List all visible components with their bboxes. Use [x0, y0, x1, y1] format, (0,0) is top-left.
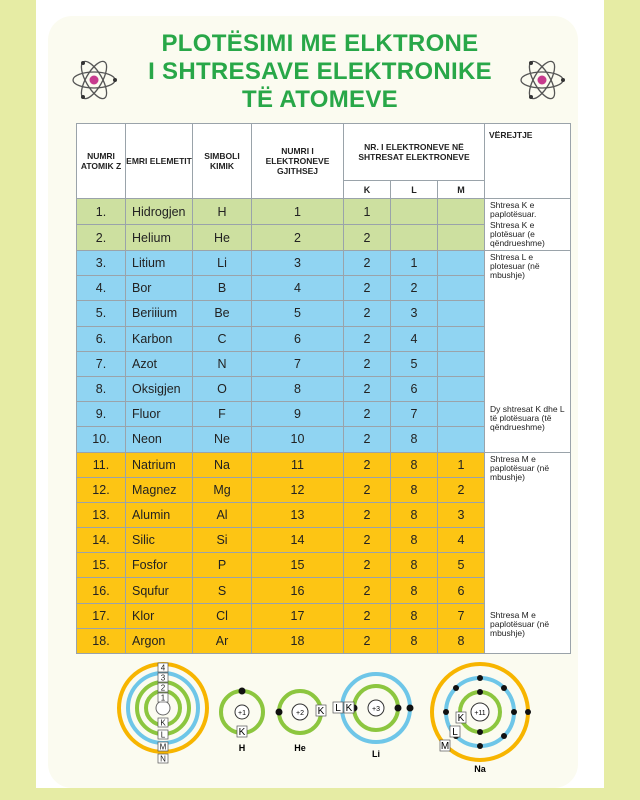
k-shell-cell: 2	[344, 376, 391, 401]
shell-model-diagram	[119, 663, 207, 764]
k-shell-cell: 2	[344, 427, 391, 452]
m-shell-cell	[438, 251, 485, 276]
lithium-label: Li	[372, 749, 380, 759]
element-name-cell: Beriiium	[126, 301, 193, 326]
l-shell-cell: 8	[391, 578, 438, 603]
symbol-cell: He	[193, 225, 252, 251]
electron-dot	[477, 675, 483, 681]
helium-diagram	[276, 691, 327, 753]
header-shell-k: K	[344, 181, 391, 199]
k-shell-cell: 2	[344, 628, 391, 653]
element-name-cell: Neon	[126, 427, 193, 452]
k-shell-cell: 2	[344, 225, 391, 251]
table-row	[77, 452, 571, 477]
k-shell-cell: 2	[344, 251, 391, 276]
element-name-cell: Bor	[126, 276, 193, 301]
l-shell-cell: 8	[391, 553, 438, 578]
element-name-cell: Azot	[126, 351, 193, 376]
helium-label: He	[294, 743, 306, 753]
atomic-number-cell: 6.	[77, 326, 126, 351]
element-name-cell: Alumin	[126, 502, 193, 527]
total-electrons-cell: 10	[252, 427, 344, 452]
symbol-cell: Li	[193, 251, 252, 276]
m-shell-cell: 2	[438, 477, 485, 502]
m-shell-cell: 1	[438, 452, 485, 477]
sodium-charge: +11	[474, 710, 486, 717]
m-shell-cell: 8	[438, 628, 485, 653]
header-remarks: VËREJTJE	[485, 124, 571, 199]
header-atomic-number: NUMRI ATOMIK Z	[77, 124, 126, 199]
shell-name-label: K	[160, 718, 166, 728]
m-shell-cell	[438, 351, 485, 376]
header-shell-m: M	[438, 181, 485, 199]
total-electrons-cell: 15	[252, 553, 344, 578]
remark-text: Dy shtresat K dhe L të plotësuara (të qëndrueshme)	[490, 404, 565, 432]
sodium-shell-label: L	[452, 727, 458, 738]
element-name-cell: Oksigjen	[126, 376, 193, 401]
total-electrons-cell: 17	[252, 603, 344, 628]
m-shell-cell: 4	[438, 528, 485, 553]
atomic-number-cell: 5.	[77, 301, 126, 326]
total-electrons-cell: 9	[252, 402, 344, 427]
header-shell-electrons: NR. I ELEKTRONEVE NË SHTRESAT ELEKTRONEVE	[344, 124, 485, 181]
element-name-cell: Natrium	[126, 452, 193, 477]
symbol-cell: Si	[193, 528, 252, 553]
electron-dot	[525, 709, 531, 715]
m-shell-cell	[438, 301, 485, 326]
header-shell-l: L	[391, 181, 438, 199]
element-name-cell: Klor	[126, 603, 193, 628]
symbol-cell: O	[193, 376, 252, 401]
l-shell-cell	[391, 199, 438, 225]
total-electrons-cell: 13	[252, 502, 344, 527]
k-shell-cell: 2	[344, 603, 391, 628]
atom-icon	[70, 56, 118, 104]
element-name-cell: Silic	[126, 528, 193, 553]
k-shell-cell: 1	[344, 199, 391, 225]
l-shell-cell: 8	[391, 452, 438, 477]
l-shell-cell	[391, 225, 438, 251]
atomic-number-cell: 1.	[77, 199, 126, 225]
header-symbol: SIMBOLI KIMIK	[193, 124, 252, 199]
remark-spacer	[490, 282, 568, 403]
atomic-number-cell: 16.	[77, 578, 126, 603]
helium-shell-label: K	[317, 706, 325, 717]
shell-name-label: M	[159, 742, 167, 752]
atomic-number-cell: 8.	[77, 376, 126, 401]
l-shell-cell: 4	[391, 326, 438, 351]
atomic-number-cell: 14.	[77, 528, 126, 553]
m-shell-cell	[438, 326, 485, 351]
helium-charge: +2	[296, 710, 304, 717]
l-shell-cell: 8	[391, 477, 438, 502]
atomic-number-cell: 17.	[77, 603, 126, 628]
total-electrons-cell: 1	[252, 199, 344, 225]
total-electrons-cell: 5	[252, 301, 344, 326]
title-line-3: TË ATOMEVE	[242, 86, 398, 113]
remark-text: Shtresa M e paplotësuar (në mbushje)	[490, 453, 550, 482]
atomic-number-cell: 4.	[77, 276, 126, 301]
element-name-cell: Hidrogjen	[126, 199, 193, 225]
total-electrons-cell: 14	[252, 528, 344, 553]
m-shell-cell: 6	[438, 578, 485, 603]
atomic-number-cell: 11.	[77, 452, 126, 477]
hydrogen-charge: +1	[238, 710, 246, 717]
element-name-cell: Magnez	[126, 477, 193, 502]
shell-level-label: 3	[160, 673, 166, 683]
k-shell-cell: 2	[344, 477, 391, 502]
l-shell-cell: 5	[391, 351, 438, 376]
remark-cell	[485, 452, 571, 654]
table-row	[77, 251, 571, 276]
symbol-cell: S	[193, 578, 252, 603]
header-total-electrons: NUMRI I ELEKTRONEVE GJITHSEJ	[252, 124, 344, 199]
total-electrons-cell: 18	[252, 628, 344, 653]
remark-cell	[485, 251, 571, 453]
table-row	[77, 199, 571, 225]
l-shell-cell: 8	[391, 528, 438, 553]
m-shell-cell: 7	[438, 603, 485, 628]
element-name-cell: Litium	[126, 251, 193, 276]
total-electrons-cell: 16	[252, 578, 344, 603]
k-shell-cell: 2	[344, 528, 391, 553]
remark-text: Shtresa L e plotesuar (në mbushje)	[490, 252, 540, 280]
shell-level-label: 4	[160, 663, 166, 673]
title-line-1: PLOTËSIMI ME ELKTRONE	[161, 30, 479, 57]
m-shell-cell	[438, 276, 485, 301]
remark-text: Shtresa M e paplotësuar (në mbushje)	[490, 609, 550, 638]
symbol-cell: C	[193, 326, 252, 351]
total-electrons-cell: 2	[252, 225, 344, 251]
electron-dot	[395, 705, 402, 712]
total-electrons-cell: 12	[252, 477, 344, 502]
atomic-number-cell: 2.	[77, 225, 126, 251]
electron-dot	[407, 705, 414, 712]
element-name-cell: Karbon	[126, 326, 193, 351]
atomic-number-cell: 9.	[77, 402, 126, 427]
l-shell-cell: 8	[391, 502, 438, 527]
symbol-cell: Ne	[193, 427, 252, 452]
sodium-diagram	[432, 664, 531, 774]
total-electrons-cell: 4	[252, 276, 344, 301]
k-shell-cell: 2	[344, 578, 391, 603]
symbol-cell: Be	[193, 301, 252, 326]
symbol-cell: P	[193, 553, 252, 578]
m-shell-cell	[438, 402, 485, 427]
l-shell-cell: 8	[391, 628, 438, 653]
symbol-cell: H	[193, 199, 252, 225]
electron-dot	[443, 709, 449, 715]
electron-dot	[501, 685, 507, 691]
title-line-2: I SHTRESAVE ELEKTRONIKE	[148, 58, 492, 85]
m-shell-cell: 5	[438, 553, 485, 578]
l-shell-cell: 1	[391, 251, 438, 276]
m-shell-cell	[438, 427, 485, 452]
atomic-number-cell: 10.	[77, 427, 126, 452]
electron-dot	[511, 709, 517, 715]
k-shell-cell: 2	[344, 402, 391, 427]
total-electrons-cell: 11	[252, 452, 344, 477]
atom-icon	[518, 56, 566, 104]
electron-dot	[477, 729, 483, 735]
remark-text: Shtresa K e paplotësuar.	[490, 200, 537, 219]
atomic-number-cell: 7.	[77, 351, 126, 376]
shell-diagrams	[100, 650, 540, 780]
remark-text: Shtresa K e plotësuar (e qëndrueshme)	[490, 220, 545, 248]
electron-dot	[501, 733, 507, 739]
element-name-cell: Fosfor	[126, 553, 193, 578]
hydrogen-label: H	[238, 743, 246, 753]
l-shell-cell: 8	[391, 603, 438, 628]
element-name-cell: Fluor	[126, 402, 193, 427]
sodium-shell-label: K	[457, 713, 465, 724]
m-shell-cell	[438, 199, 485, 225]
symbol-cell: Al	[193, 502, 252, 527]
k-shell-cell: 2	[344, 351, 391, 376]
shell-name-label: N	[160, 754, 166, 764]
l-shell-cell: 8	[391, 427, 438, 452]
hydrogen-diagram	[221, 688, 263, 754]
atomic-number-cell: 13.	[77, 502, 126, 527]
element-name-cell: Helium	[126, 225, 193, 251]
remark-cell	[485, 199, 571, 251]
atomic-number-cell: 12.	[77, 477, 126, 502]
electron-table	[76, 123, 571, 654]
l-shell-cell: 3	[391, 301, 438, 326]
sodium-label: Na	[474, 764, 486, 774]
l-shell-cell: 2	[391, 276, 438, 301]
m-shell-cell	[438, 376, 485, 401]
atomic-number-cell: 18.	[77, 628, 126, 653]
k-shell-cell: 2	[344, 276, 391, 301]
background-band-right	[604, 0, 640, 800]
l-shell-cell: 7	[391, 402, 438, 427]
symbol-cell: Mg	[193, 477, 252, 502]
element-name-cell: Squfur	[126, 578, 193, 603]
background-band-left	[0, 0, 36, 800]
lithium-shell-label: K	[345, 703, 353, 714]
total-electrons-cell: 8	[252, 376, 344, 401]
m-shell-cell: 3	[438, 502, 485, 527]
element-name-cell: Argon	[126, 628, 193, 653]
sodium-shell-label: M	[440, 741, 450, 752]
total-electrons-cell: 6	[252, 326, 344, 351]
electron-dot	[477, 689, 483, 695]
lithium-diagram	[333, 674, 414, 759]
k-shell-cell: 2	[344, 452, 391, 477]
total-electrons-cell: 3	[252, 251, 344, 276]
atomic-number-cell: 3.	[77, 251, 126, 276]
symbol-cell: Na	[193, 452, 252, 477]
total-electrons-cell: 7	[252, 351, 344, 376]
symbol-cell: Cl	[193, 603, 252, 628]
k-shell-cell: 2	[344, 301, 391, 326]
electron-dot	[477, 743, 483, 749]
hydrogen-shell-label: K	[238, 727, 246, 738]
electron-dot	[276, 709, 283, 716]
lithium-shell-label: L	[335, 703, 341, 714]
l-shell-cell: 6	[391, 376, 438, 401]
k-shell-cell: 2	[344, 326, 391, 351]
m-shell-cell	[438, 225, 485, 251]
symbol-cell: N	[193, 351, 252, 376]
header-element-name: EMRI ELEMETIT	[126, 124, 193, 199]
lithium-charge: +3	[372, 706, 380, 713]
page-title	[120, 30, 520, 114]
shell-level-label: 1	[160, 693, 166, 703]
remark-spacer	[490, 484, 568, 609]
k-shell-cell: 2	[344, 502, 391, 527]
electron-dot	[239, 688, 246, 695]
shell-level-label: 2	[160, 683, 166, 693]
k-shell-cell: 2	[344, 553, 391, 578]
symbol-cell: B	[193, 276, 252, 301]
electron-dot	[453, 685, 459, 691]
background-band-bottom	[0, 788, 640, 800]
atomic-number-cell: 15.	[77, 553, 126, 578]
symbol-cell: Ar	[193, 628, 252, 653]
symbol-cell: F	[193, 402, 252, 427]
shell-name-label: L	[160, 730, 166, 740]
